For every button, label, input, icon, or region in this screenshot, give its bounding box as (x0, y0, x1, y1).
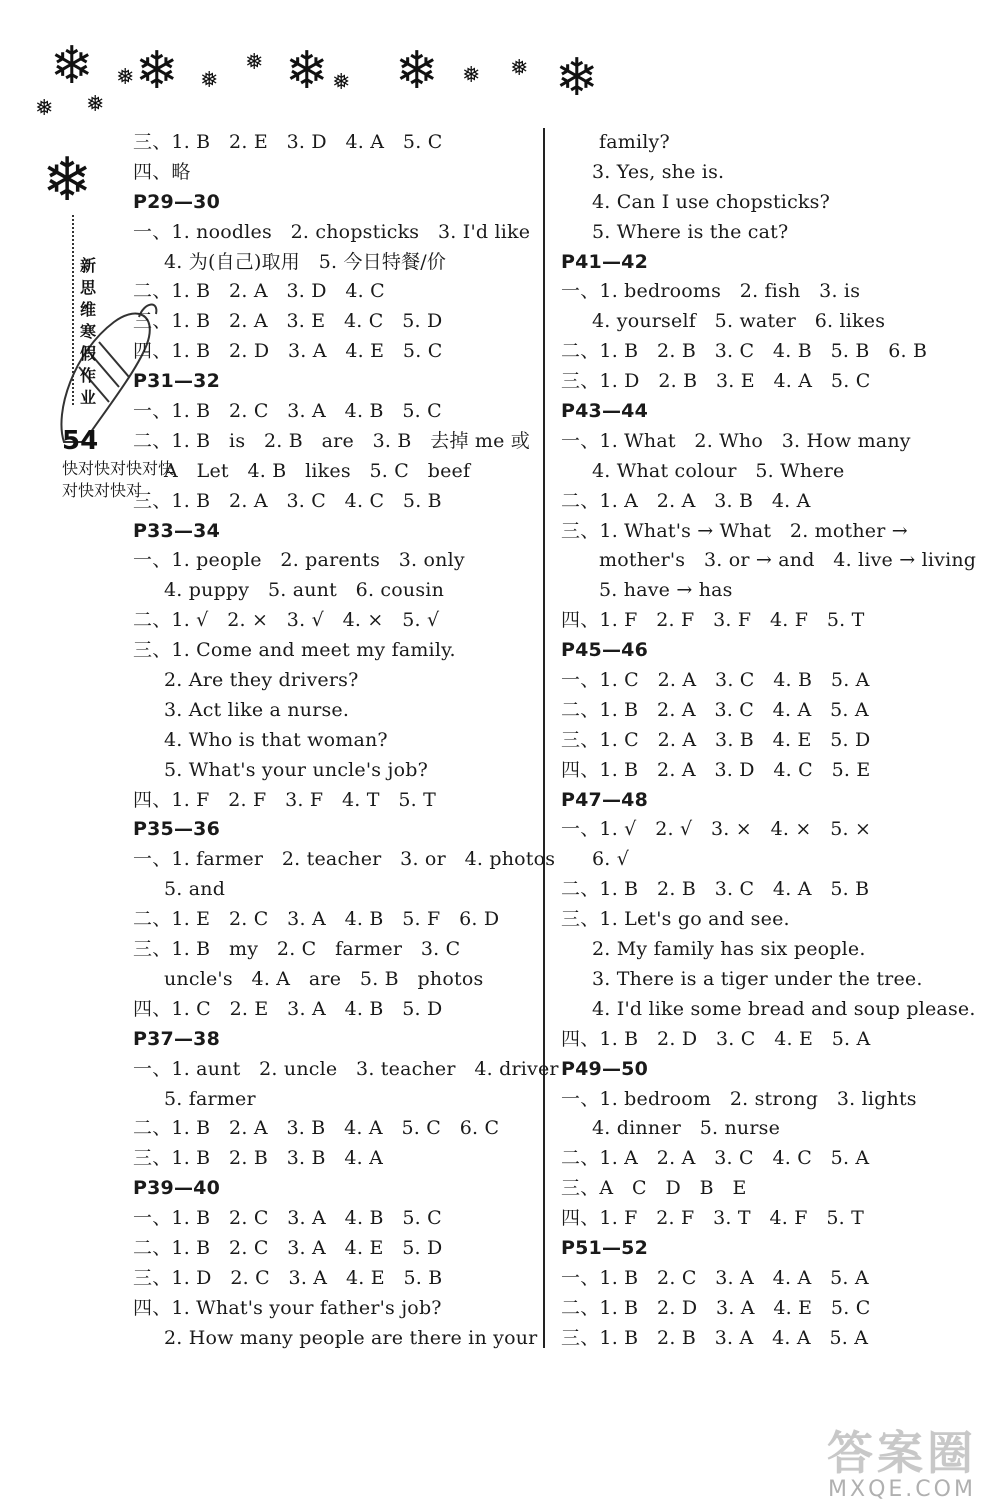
answer-line: 6. √ (592, 848, 630, 871)
snowflake-small-icon: ❅ (35, 96, 54, 121)
answer-line: 四、略 (133, 160, 191, 183)
answer-line: 5. Where is the cat? (592, 220, 789, 243)
answer-line: 2. Are they drivers? (164, 669, 359, 692)
section-heading: P49—50 (561, 1057, 649, 1080)
snowflake-icon: ❄ (135, 41, 179, 101)
answer-line: 一、1. people 2. parents 3. only (133, 549, 465, 572)
answer-line: 三、1. B 2. A 3. E 4. C 5. D (133, 310, 443, 333)
answer-line: 三、1. What's → What 2. mother → (561, 519, 908, 542)
answer-line: 四、1. C 2. E 3. A 4. B 5. D (133, 997, 443, 1020)
answer-line: 二、1. B 2. B 3. C 4. A 5. B (561, 878, 870, 901)
watermark-url: MXQE.COM (828, 1477, 976, 1502)
answer-line: 一、1. farmer 2. teacher 3. or 4. photos (133, 848, 556, 871)
section-heading: P37—38 (133, 1027, 221, 1050)
answer-line: 四、1. B 2. D 3. C 4. E 5. A (561, 1027, 871, 1050)
snowflake-small-icon: ❅ (200, 68, 219, 93)
answer-line: 二、1. E 2. C 3. A 4. B 5. F 6. D (133, 908, 500, 931)
section-heading: P45—46 (561, 639, 649, 662)
snowflake-small-icon: ❅ (245, 50, 264, 75)
snowflake-small-icon: ❅ (116, 65, 135, 90)
answer-line: 二、1. A 2. A 3. B 4. A (561, 489, 811, 512)
section-heading: P31—32 (133, 370, 221, 393)
column-divider (543, 128, 545, 1348)
answer-column-right (561, 128, 977, 1354)
answer-line: 三、1. Come and meet my family. (133, 639, 456, 662)
answer-line: 5. farmer (164, 1087, 256, 1110)
section-heading: P47—48 (561, 788, 649, 811)
answer-line: 4. dinner 5. nurse (592, 1117, 781, 1140)
snowflake-icon: ❄ (50, 36, 94, 96)
section-heading: P51—52 (561, 1236, 649, 1259)
snowflake-icon: ❄ (555, 48, 599, 108)
answer-line: 一、1. What 2. Who 3. How many (561, 429, 911, 452)
answer-line: 三、1. B my 2. C farmer 3. C (133, 938, 461, 961)
answer-line: 一、1. aunt 2. uncle 3. teacher 4. driver (133, 1057, 559, 1080)
slogan-text: 快对快对快对快对快对快对 (62, 459, 175, 500)
answer-line: 三、1. B 2. B 3. B 4. A (133, 1147, 384, 1170)
answer-line: 三、1. B 2. B 3. A 4. A 5. A (561, 1326, 869, 1349)
answer-line: 一、1. B 2. C 3. A 4. A 5. A (561, 1266, 869, 1289)
section-heading: P39—40 (133, 1177, 221, 1200)
answer-line: 3. Yes, she is. (592, 160, 725, 183)
answer-line: 二、1. B 2. B 3. C 4. B 5. B 6. B (561, 340, 928, 363)
snowflake-small-icon: ❅ (332, 70, 351, 95)
answer-line: 三、A C D B E (561, 1177, 747, 1200)
answer-line: mother's 3. or → and 4. live → living (599, 549, 977, 572)
answer-line: 四、1. F 2. F 3. T 4. F 5. T (561, 1207, 865, 1230)
answer-line: 四、1. F 2. F 3. F 4. T 5. T (133, 788, 437, 811)
answer-line: A Let 4. B likes 5. C beef (164, 459, 471, 482)
answer-line: 4. What colour 5. Where (592, 459, 845, 482)
section-heading: P41—42 (561, 250, 649, 273)
page-number: 54 (62, 426, 99, 456)
snowflake-icon: ❄ (395, 41, 439, 101)
section-heading: P43—44 (561, 400, 649, 423)
answer-line: 3. Act like a nurse. (164, 698, 350, 721)
snowflake-icon: ❄ (285, 41, 329, 101)
answer-line: 三、1. Let's go and see. (561, 908, 790, 931)
answer-line: 一、1. B 2. C 3. A 4. B 5. C (133, 1207, 442, 1230)
answer-line: 2. My family has six people. (592, 938, 866, 961)
answer-line: 三、1. D 2. C 3. A 4. E 5. B (133, 1266, 443, 1289)
snowflake-small-icon: ❅ (510, 56, 529, 81)
answer-line: 5. What's your uncle's job? (164, 758, 428, 781)
answer-line: 三、1. B 2. A 3. C 4. C 5. B (133, 489, 442, 512)
section-heading: P29—30 (133, 190, 221, 213)
answer-line: 一、1. bedroom 2. strong 3. lights (561, 1087, 917, 1110)
vertical-book-title: 新思维寒假作业 (79, 256, 96, 407)
answer-line: 5. have → has (599, 579, 733, 602)
answer-line: 4. 为(自己)取用 5. 今日特餐/价 (164, 250, 447, 273)
section-heading: P33—34 (133, 519, 221, 542)
answer-line: 一、1. C 2. A 3. C 4. B 5. A (561, 669, 870, 692)
answer-line: 2. How many people are there in your (164, 1326, 538, 1349)
answer-line: 三、1. D 2. B 3. E 4. A 5. C (561, 370, 871, 393)
answer-line: 一、1. √ 2. √ 3. × 4. × 5. × (561, 818, 872, 841)
answer-line: 二、1. √ 2. × 3. √ 4. × 5. √ (133, 609, 440, 632)
answer-line: 二、1. B 2. A 3. B 4. A 5. C 6. C (133, 1117, 500, 1140)
answer-line: 3. There is a tiger under the tree. (592, 967, 923, 990)
answer-line: 4. I'd like some bread and soup please. (592, 997, 976, 1020)
watermark-logo (812, 1428, 992, 1506)
section-heading: P35—36 (133, 818, 221, 841)
answer-line: 4. Who is that woman? (164, 728, 388, 751)
answer-line: family? (599, 131, 670, 153)
answer-line: 一、1. B 2. C 3. A 4. B 5. C (133, 400, 442, 423)
answer-line: 二、1. B 2. D 3. A 4. E 5. C (561, 1296, 871, 1319)
answer-column-left (133, 128, 559, 1354)
answer-line: 4. yourself 5. water 6. likes (592, 310, 886, 333)
answer-line: 5. and (164, 878, 226, 901)
answer-line: 一、1. bedrooms 2. fish 3. is (561, 280, 861, 303)
snowflake-large-icon: ❄ (42, 145, 93, 215)
answer-line: 三、1. B 2. E 3. D 4. A 5. C (133, 131, 443, 153)
answer-line: 二、1. B 2. A 3. D 4. C (133, 280, 385, 303)
snowflake-small-icon: ❅ (86, 92, 105, 117)
answer-line: 四、1. B 2. D 3. A 4. E 5. C (133, 340, 443, 363)
answer-line: 四、1. What's your father's job? (133, 1296, 442, 1319)
watermark-text: 答案圈 (827, 1426, 977, 1480)
answer-line: 四、1. F 2. F 3. F 4. F 5. T (561, 609, 865, 632)
answer-line: 二、1. A 2. A 3. C 4. C 5. A (561, 1147, 870, 1170)
answer-line: uncle's 4. A are 5. B photos (164, 967, 484, 990)
answer-line: 二、1. B 2. A 3. C 4. A 5. A (561, 698, 869, 721)
snowflake-small-icon: ❅ (462, 63, 481, 88)
answer-line: 三、1. C 2. A 3. B 4. E 5. D (561, 728, 871, 751)
answer-line: 一、1. noodles 2. chopsticks 3. I'd like (133, 220, 531, 243)
answer-line: 4. Can I use chopsticks? (592, 190, 830, 213)
answer-line: 二、1. B is 2. B are 3. B 去掉 me 或 (133, 429, 531, 452)
answer-line: 四、1. B 2. A 3. D 4. C 5. E (561, 758, 871, 781)
answer-line: 二、1. B 2. C 3. A 4. E 5. D (133, 1236, 443, 1259)
answer-line: 4. puppy 5. aunt 6. cousin (164, 579, 445, 602)
